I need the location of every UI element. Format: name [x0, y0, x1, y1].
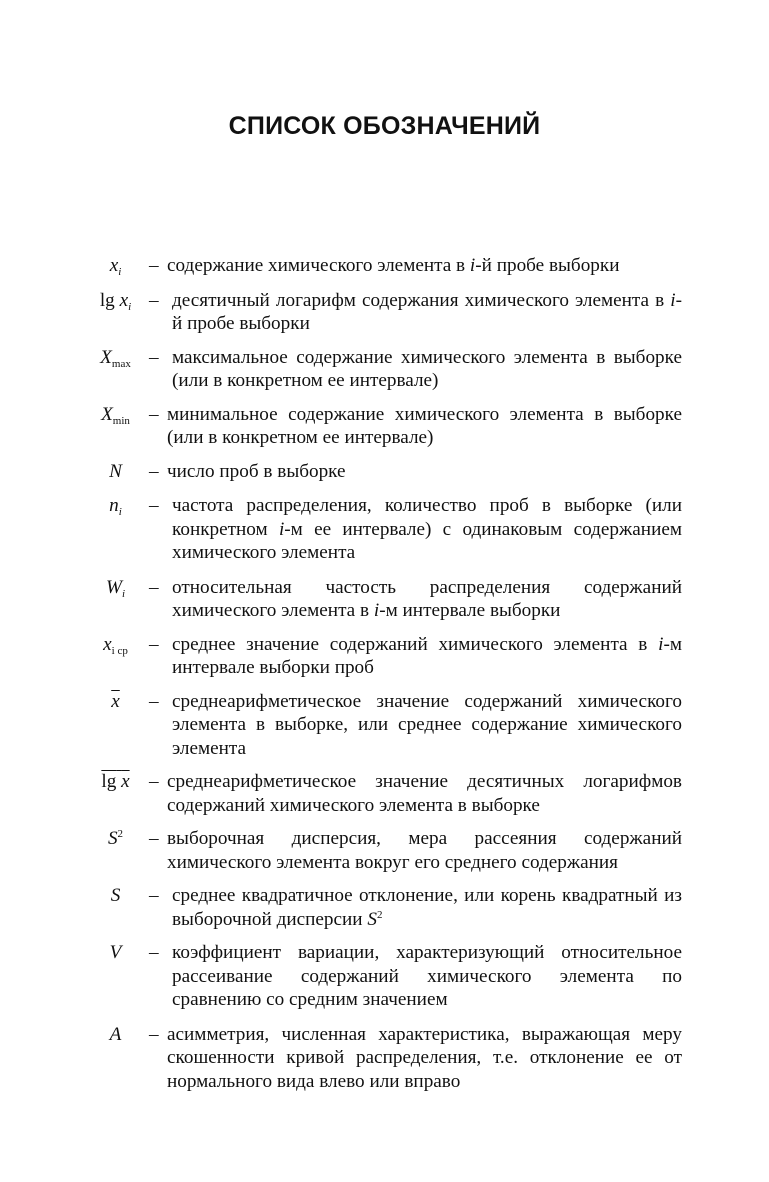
entry-a: [84, 1023, 682, 1094]
entry-xbar: [84, 690, 682, 761]
symbol-s: S: [110, 885, 121, 906]
notation-list: [84, 252, 682, 1093]
entry-v: [84, 941, 682, 1012]
dash: –: [149, 495, 159, 516]
entry-ni: [84, 494, 682, 565]
dash: –: [149, 1023, 159, 1045]
definition-wi: относительная частость распределения содержаний химического элемента в i-м интервале выборки: [172, 576, 682, 621]
dash: –: [149, 403, 159, 425]
dash: –: [149, 633, 159, 655]
dash: –: [149, 828, 159, 849]
symbol-xicp: $x_{i ср}$: [103, 633, 128, 657]
dash: –: [149, 885, 159, 906]
symbol-ni: $n_i$: [109, 495, 122, 518]
entry-xmin: [84, 403, 682, 450]
dash: –: [149, 576, 159, 598]
symbol-s2: $S^2$: [107, 828, 124, 849]
entry-lgxi: [84, 289, 682, 336]
entry-wi: [84, 576, 682, 623]
dash: –: [149, 942, 159, 963]
entry-s: [84, 884, 682, 931]
definition-a: асимметрия, численная характеристика, выражающая меру скошенности кривой распределения, т.е. отклонение ее от нормального вида влево или вправо: [167, 1023, 682, 1092]
definition-xmax: максимальное содержание химического элемента в выборке (или в конкретном ее интервале): [172, 346, 682, 391]
definition-lgxbar: среднеарифметическое значение десятичных логарифмов содержаний химического элемента в выборке: [167, 771, 682, 816]
definition-n-count: число проб в выборке: [167, 460, 346, 482]
definition-s: среднее квадратичное отклонение, или корень квадратный из выборочной дисперсии $S^2$: [172, 885, 682, 930]
definition-xbar: среднеарифметическое значение содержаний химического элемента в выборке, или среднее содержание химического элемента: [172, 690, 682, 759]
symbol-lgxbar: lg x: [101, 771, 130, 792]
entry-xicp: [84, 633, 682, 680]
dash: –: [149, 460, 159, 482]
entry-xi: [84, 254, 682, 278]
definition-v: коэффициент вариации, характеризующий относительное рассеивание содержаний химического элемента по сравнению со средним значением: [172, 942, 682, 1010]
page-title: СПИСОК ОБОЗНАЧЕНИЙ: [228, 112, 541, 140]
dash: –: [149, 346, 159, 368]
definition-xicp: среднее значение содержаний химического элемента в i-м интервале выборки проб: [172, 633, 682, 678]
symbol-xi: $x_i$: [109, 255, 122, 278]
definition-ni: частота распределения, количество проб в выборке (или конкретном i-м ее интервале) с одинаковым содержанием химического элемента: [172, 495, 682, 563]
symbol-a: A: [109, 1023, 122, 1045]
entry-n-count: [84, 460, 682, 484]
definition-s2: выборочная дисперсия, мера рассеяния содержаний химического элемента вокруг его среднего содержания: [167, 828, 682, 873]
dash: –: [149, 690, 159, 712]
symbol-v: V: [109, 942, 122, 963]
dash: –: [149, 289, 159, 311]
symbol-xbar: $\overline{x}$: [111, 690, 120, 712]
symbol-xmax: $X_{max}$: [100, 346, 131, 370]
dash: –: [149, 255, 159, 276]
definition-xmin: минимальное содержание химического элемента в выборке (или в конкретном ее интервале): [167, 403, 682, 448]
definition-xi: содержание химического элемента в i-й пробе выборки: [167, 255, 620, 276]
entry-lgxbar: [84, 770, 682, 817]
symbol-wi: $W_i$: [105, 576, 126, 600]
entry-xmax: [84, 346, 682, 393]
symbol-xmin: $X_{min}$: [101, 403, 130, 427]
dash: –: [149, 771, 159, 792]
entry-s2: [84, 827, 682, 874]
symbol-lgxi: $\lg x_i$: [99, 289, 132, 313]
definition-lgxi: десятичный логарифм содержания химического элемента в i-й пробе выборки: [172, 289, 682, 334]
symbol-n-count: N: [109, 460, 122, 482]
